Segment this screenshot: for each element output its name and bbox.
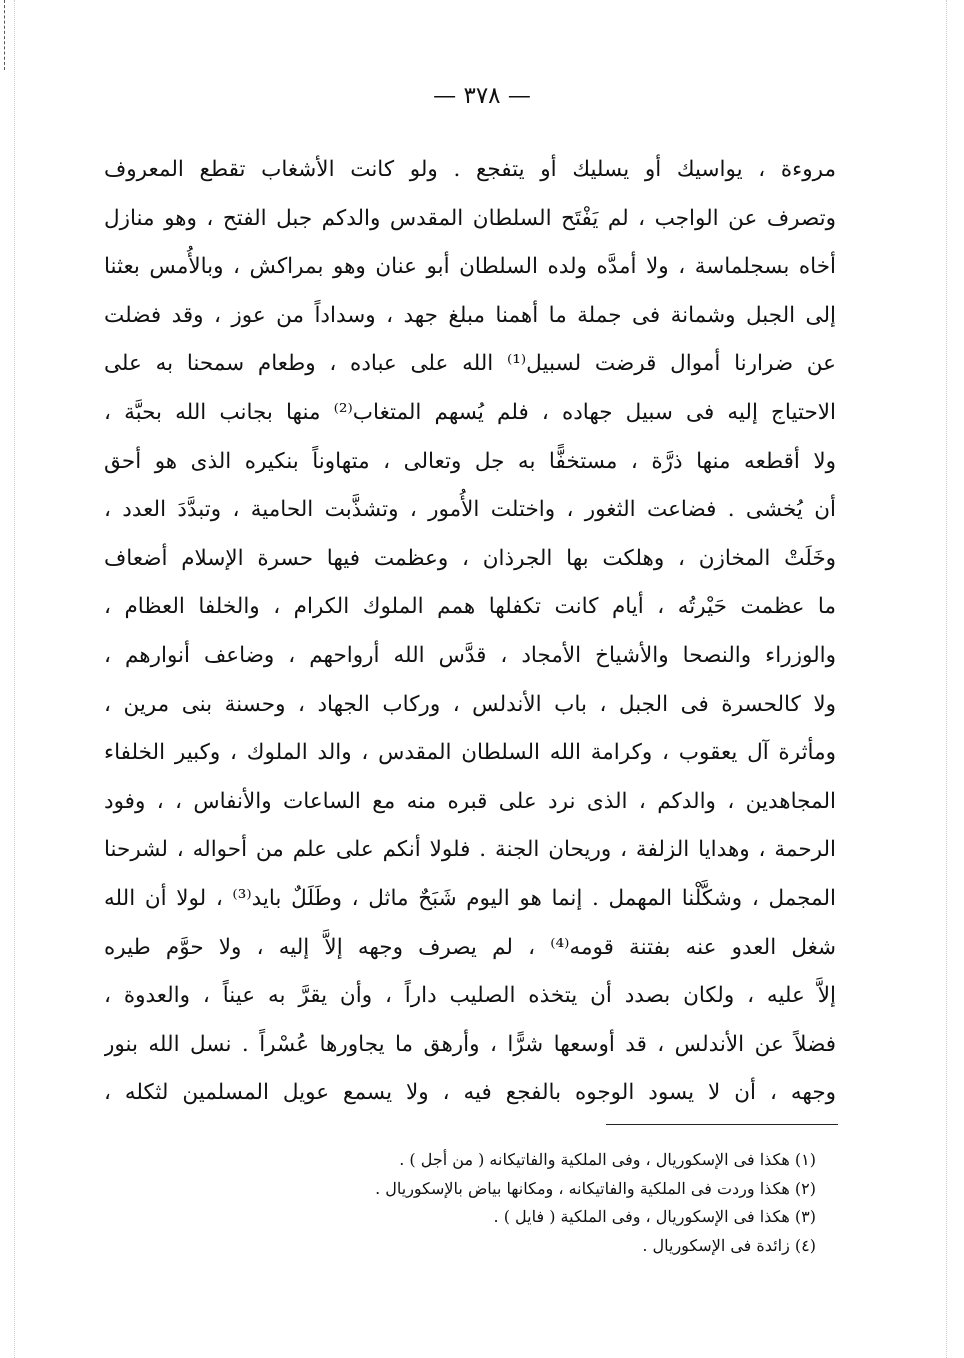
text-line: ولا أقطعه منها ذرَّة ، مستخفًّا به جل وتعالى ، متهاوناً بنكيره الذى هو أحق <box>104 448 836 474</box>
text-line: وجهه ، أن لا يسود الوجوه بالفجع فيه ، ولا يسمع عويل المسلمين لثكله ، <box>104 1080 836 1106</box>
text-line: المجاهدين ، والدكم ، الذى نرد على قبره منه مع الساعات والأنفاس ، ، وفود <box>104 788 836 814</box>
page-number: — ٣٧٨ — <box>433 83 531 109</box>
text-line: أن يُخشى . فضاعت الثغور ، واختلت الأُمور ، وتشذَّبت الحامية ، وتبدَّدَ العدد ، <box>104 497 836 523</box>
text-line: والوزراء والنصحا والأشياخ الأمجاد ، قدَّس الله أرواحهم ، وضاعف أنوارهم ، <box>104 642 836 668</box>
footnote: (٢) هكذا وردت فى الملكية والفاتيكانه ، ومكانها بياض بالإسكوريال . <box>375 1178 816 1198</box>
scan-edge-mark <box>4 0 7 70</box>
text-line: إلى الجبل وشمانة فى جملة ما أهمنا مبلغ جهد ، وسداداً من عوز ، وقد فضلت <box>104 302 836 328</box>
text-line: إلاَّ عليه ، ولكان بصدد أن يتخذه الصليب داراً ، وأن يقرَّ به عيناً ، والعدوة ، <box>104 983 836 1009</box>
text-line: وتصرف عن الواجب ، لم يَفْتَح السلطان المقدس والدكم جبل الفتح ، وهو منازل <box>104 205 836 231</box>
text-line: ما عظمت حَيْرتُه ، أيام كانت تكفلها همم الملوك الكرام ، والخلفا العظام ، <box>104 594 836 620</box>
footnote: (١) هكذا فى الإسكوريال ، وفى الملكية والفاتيكانه ( من أجل ) . <box>399 1150 816 1169</box>
text-line: ولا كالحسرة فى الجبل ، باب الأندلس ، وركاب الجهاد ، وحسنة بنى مرين ، <box>104 691 836 717</box>
text-line: أخاه بسجلماسة ، ولا أمدَّه ولده السلطان أبو عنان وهو بمراكش ، وبالأُمس بعثنا <box>104 254 836 280</box>
text-line: المجمل ، وشكَّلْنا المهمل . إنما هو اليوم شَبَحٌ ماثل ، وطَلَلٌ بايد⁽³⁾ ، لولا أن الله <box>104 885 836 911</box>
footnote: (٤) زائدة فى الإسكوريال . <box>642 1235 816 1255</box>
text-line: فضلاً عن الأندلس ، قد أوسعها شرًّا ، وأرهق ما يجاورها عُسْراً . نسل الله بنور <box>104 1031 836 1057</box>
footnote: (٣) هكذا فى الإسكوريال ، وفى الملكية ( فايل ) . <box>493 1207 816 1226</box>
scan-dot-column-left <box>14 0 16 1358</box>
scan-dot-column-right <box>946 0 948 1358</box>
text-line: وخَلَتْ المخازن ، وهلكت بها الجرذان ، وعظمت فيها حسرة الإسلام أضعاف <box>104 545 836 571</box>
text-line: عن ضرارنا أموال قرضت لسبيل⁽¹⁾ الله على عباده ، وطعام سمحنا به على <box>104 351 836 377</box>
text-line: ومأثرة آل يعقوب ، وكرامة الله السلطان المقدس ، والد الملوك ، وكبير الخلفاء <box>104 740 836 766</box>
footnote-separator <box>606 1124 838 1125</box>
text-line: مروءة ، يواسيك أو يسليك أو يتفجع . ولو كانت الأشغاب تقطع المعروف <box>104 157 836 182</box>
text-line: شغل العدو عنه بفتنة قومه⁽⁴⁾ ، لم يصرف وجهه إلاَّ إليه ، ولا حوَّم طيره <box>104 934 836 960</box>
footnotes <box>300 1146 816 1260</box>
text-line: الرحمة ، وهدايا الزلفة ، وريحان الجنة . فلولا أنكم على علم من أحواله ، لشرحنا <box>104 837 836 863</box>
body-text <box>104 146 836 1118</box>
text-line: الاحتياج إليه فى سبيل جهاده ، فلم يُسهم المتغاب⁽²⁾ منها بجانب الله بحبَّة ، <box>104 399 836 425</box>
